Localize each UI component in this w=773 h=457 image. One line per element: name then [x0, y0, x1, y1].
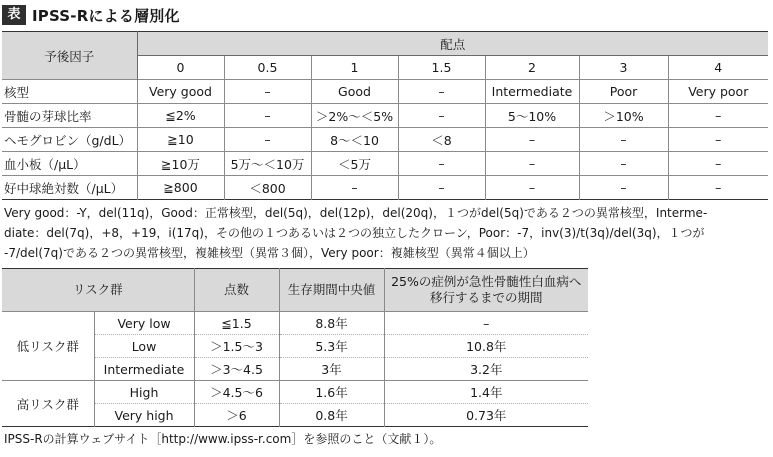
table-cell: –: [398, 152, 485, 176]
median-survival-cell: 0.8年: [279, 404, 384, 427]
points-cell: ＞6: [194, 404, 279, 427]
score-col: 0.5: [224, 56, 311, 80]
table-cell: Very poor: [668, 80, 768, 104]
note-line: diate：del(7q)，+8，+19，i(17q)，その他の１つあるいは２つの独立したクローン，Poor：-7，inv(3)/t(3q)/del(3q)，１つが: [4, 226, 705, 240]
table-cell: ＜800: [224, 176, 311, 200]
median-survival-header: 生存期間中央値: [279, 269, 384, 312]
median-survival-cell: 1.6年: [279, 381, 384, 404]
score-col: 1: [311, 56, 398, 80]
table-row: [2, 80, 768, 104]
aml-transition-cell: 3.2年: [384, 358, 588, 381]
table-cell: ＜8: [398, 128, 485, 152]
row-label: ヘモグロビン（g/dL）: [2, 128, 137, 152]
risk-category-cell: High: [94, 381, 194, 404]
table-cell: –: [485, 152, 579, 176]
table-cell: ≦2%: [137, 104, 224, 128]
score-header: 配点: [137, 32, 768, 56]
table-row: [2, 381, 588, 404]
table-cell: –: [668, 128, 768, 152]
aml-transition-cell: 1.4年: [384, 381, 588, 404]
median-survival-cell: 8.8年: [279, 312, 384, 335]
karyotype-note: [4, 203, 768, 263]
table-badge: 表: [2, 5, 26, 25]
table-cell: ＞2%〜＜5%: [311, 104, 398, 128]
points-cell: ＞1.5〜3: [194, 335, 279, 358]
score-col: 1.5: [398, 56, 485, 80]
risk-category-cell: Very high: [94, 404, 194, 427]
table-row: [2, 176, 768, 200]
table-cell: –: [668, 104, 768, 128]
title-text: IPSS-Rによる層別化: [32, 6, 180, 25]
points-cell: ≦1.5: [194, 312, 279, 335]
table-cell: –: [311, 176, 398, 200]
footnote: IPSS-Rの計算ウェブサイト［http://www.ipss-r.com］を参照のこと（文献１）。: [4, 432, 442, 446]
score-col: 0: [137, 56, 224, 80]
points-cell: ＞4.5〜6: [194, 381, 279, 404]
table-cell: Poor: [579, 80, 668, 104]
score-col: 2: [485, 56, 579, 80]
row-label: 血小板（/μL）: [2, 152, 137, 176]
table-cell: –: [398, 80, 485, 104]
table-cell: –: [579, 152, 668, 176]
aml-header-line: 移行するまでの期間: [430, 290, 543, 305]
table-cell: ＜5万: [311, 152, 398, 176]
risk-table: [2, 268, 588, 427]
aml-transition-header: [384, 269, 588, 312]
row-label: 核型: [2, 80, 137, 104]
table-cell: 8〜＜10: [311, 128, 398, 152]
aml-transition-cell: 0.73年: [384, 404, 588, 427]
risk-group-cell: 低リスク群: [2, 312, 94, 381]
table-cell: –: [579, 176, 668, 200]
table-cell: –: [579, 128, 668, 152]
note-line: Very good：-Y，del(11q)，Good：正常核型，del(5q)，del(12p)，del(20q)，１つがdel(5q)である２つの異常核型，Interme-: [4, 206, 708, 220]
table-cell: ≧10万: [137, 152, 224, 176]
score-col: 3: [579, 56, 668, 80]
note-line: -7/del(7q)である２つの異常核型，複雑核型（異常３個），Very poor：複雑核型（異常４個以上）: [4, 246, 535, 260]
table-cell: –: [398, 104, 485, 128]
risk-group-cell: 高リスク群: [2, 381, 94, 427]
table-cell: Very good: [137, 80, 224, 104]
table-cell: –: [224, 128, 311, 152]
table-cell: –: [668, 152, 768, 176]
risk-group-header: リスク群: [2, 269, 194, 312]
aml-header-line: 25%の症例が急性骨髄性白血病へ: [391, 274, 582, 289]
table-cell: 5万〜＜10万: [224, 152, 311, 176]
table-cell: –: [485, 128, 579, 152]
table-cell: –: [668, 176, 768, 200]
table-cell: Intermediate: [485, 80, 579, 104]
median-survival-cell: 5.3年: [279, 335, 384, 358]
table-cell: –: [224, 80, 311, 104]
table-cell: ＞10%: [579, 104, 668, 128]
table-cell: ≧800: [137, 176, 224, 200]
table-cell: –: [485, 176, 579, 200]
table-cell: –: [398, 176, 485, 200]
score-table: [2, 31, 768, 200]
score-col: 4: [668, 56, 768, 80]
table-cell: –: [224, 104, 311, 128]
row-label: 好中球絶対数（/μL）: [2, 176, 137, 200]
table-row: [2, 152, 768, 176]
aml-transition-cell: 10.8年: [384, 335, 588, 358]
aml-transition-cell: –: [384, 312, 588, 335]
points-cell: ＞3〜4.5: [194, 358, 279, 381]
risk-category-cell: Low: [94, 335, 194, 358]
risk-category-cell: Intermediate: [94, 358, 194, 381]
table-cell: Good: [311, 80, 398, 104]
factor-header: 予後因子: [2, 32, 137, 80]
risk-category-cell: Very low: [94, 312, 194, 335]
table-row: [2, 128, 768, 152]
table-title: [2, 4, 180, 26]
median-survival-cell: 3年: [279, 358, 384, 381]
table-row: [2, 104, 768, 128]
table-cell: 5〜10%: [485, 104, 579, 128]
table-row: [2, 312, 588, 335]
row-label: 骨髄の芽球比率: [2, 104, 137, 128]
table-cell: ≧10: [137, 128, 224, 152]
points-header: 点数: [194, 269, 279, 312]
